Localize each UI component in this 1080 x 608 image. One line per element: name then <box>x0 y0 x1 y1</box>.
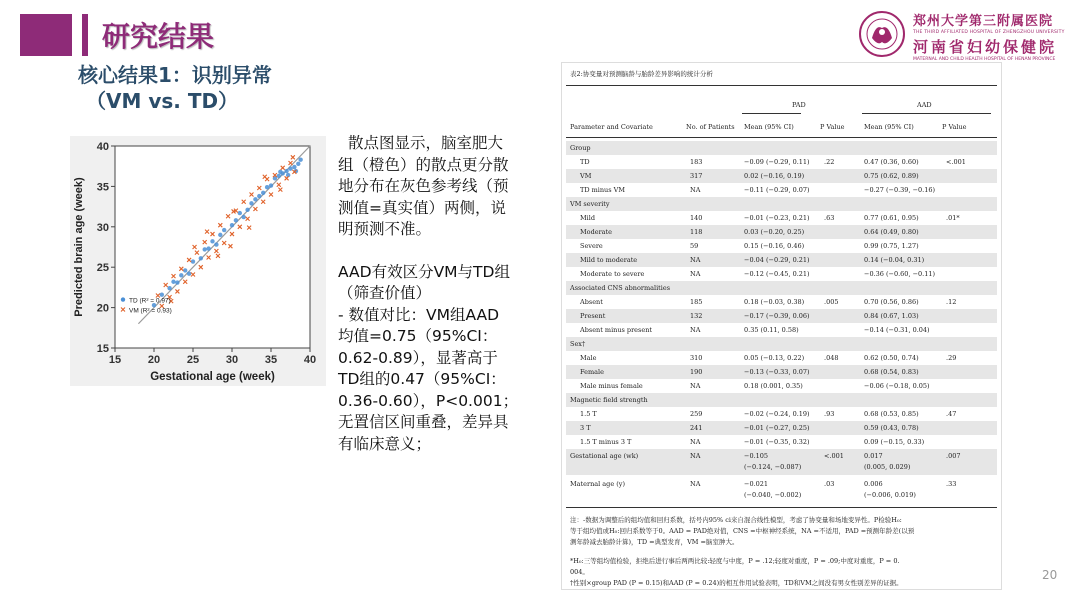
table-cell: −0.27 (−0.39, −0.16) <box>864 186 936 194</box>
col-p-pad: P Value <box>820 123 845 131</box>
table-cell: Group <box>570 144 591 152</box>
y-tick-label: 35 <box>96 181 109 194</box>
table-cell: −0.021 <box>744 480 769 488</box>
group-header-pad: PAD <box>792 101 806 109</box>
scatter-chart-panel <box>70 136 326 386</box>
table-cell: −0.01 (−0.35, 0.32) <box>744 438 810 446</box>
td-point <box>187 271 191 275</box>
table-cell: .03 <box>824 480 835 488</box>
td-point <box>253 197 257 201</box>
header-accent-line <box>82 14 88 56</box>
table-cell: 59 <box>690 242 699 250</box>
table-note: 004。 <box>570 568 589 576</box>
table-cell: 0.62 (0.50, 0.74) <box>864 354 919 362</box>
text-line: 0.62-0.89），显著高于 <box>338 348 498 367</box>
table-cell: 0.35 (0.11, 0.58) <box>744 326 799 334</box>
table-cell: Severe <box>580 242 603 250</box>
table-cell: Maternal age (y) <box>570 480 625 488</box>
table-cell: 118 <box>690 228 703 236</box>
x-tick-label: 25 <box>186 354 200 366</box>
table-cell: −0.02 (−0.24, 0.19) <box>744 410 810 418</box>
x-tick-label: 20 <box>147 354 161 366</box>
table-cell: NA <box>690 452 701 460</box>
table-cell: .33 <box>946 480 957 488</box>
td-point <box>277 174 281 178</box>
table-cell: Moderate to severe <box>580 270 645 278</box>
logo-en-name: THE THIRD AFFILIATED HOSPITAL OF ZHENGZHOU UNIVERSITY <box>913 30 1065 35</box>
table-cell: −0.12 (−0.45, 0.21) <box>744 270 810 278</box>
table-cell: 132 <box>690 312 703 320</box>
table-cell: Sex† <box>570 340 586 348</box>
table-row <box>566 309 997 323</box>
td-point <box>199 256 203 260</box>
table-cell: Female <box>580 368 604 376</box>
table-cell: .048 <box>824 354 839 362</box>
table-cell: 0.18 (0.001, 0.35) <box>744 382 803 390</box>
table-cell: Associated CNS abnormalities <box>570 284 671 292</box>
aad-rule <box>862 113 991 114</box>
table-cell: 140 <box>690 214 703 222</box>
td-point <box>288 166 292 170</box>
table-row <box>566 281 997 295</box>
table-bottom-rule <box>566 507 997 508</box>
table-cell: Mild to moderate <box>580 256 638 264</box>
group-header-aad: AAD <box>917 101 932 109</box>
text-line: - 数值对比：VM组AAD <box>338 305 500 324</box>
table-cell: <.001 <box>946 158 966 166</box>
y-tick-label: 25 <box>96 262 109 275</box>
paragraph-gap <box>338 241 546 262</box>
section-subtitle <box>78 62 272 114</box>
table-cell: 1.5 T minus 3 T <box>580 438 632 446</box>
table-cell: 185 <box>690 298 703 306</box>
td-point <box>265 185 269 189</box>
text-line: TD组的0.47（95%CI： <box>338 370 506 388</box>
table-row <box>566 449 997 475</box>
table-cell: 259 <box>690 410 703 418</box>
td-point <box>210 239 214 243</box>
x-tick-label: 40 <box>303 354 317 366</box>
table-cell: NA <box>690 438 701 446</box>
header-bottom-rule <box>566 137 997 138</box>
text-line: 明预测不准。 <box>338 220 432 238</box>
table-row <box>566 323 997 337</box>
logo-cn-name-2: 河南省妇幼保健院 <box>913 38 1058 56</box>
x-tick-label: 35 <box>264 354 278 366</box>
td-point <box>298 158 302 162</box>
table-cell: NA <box>690 382 701 390</box>
table-cell: 3 T <box>580 424 591 432</box>
td-point <box>171 280 175 284</box>
table-row <box>566 337 997 351</box>
header-accent-block <box>20 14 72 56</box>
table-row <box>566 393 997 407</box>
logo-cn-name: 郑州大学第三附属医院 <box>913 14 1054 29</box>
table-row <box>566 225 997 239</box>
table-cell: TD minus VM <box>580 186 625 194</box>
table-cell: .007 <box>946 452 961 460</box>
hospital-emblem-icon <box>858 10 906 58</box>
table-cell: (−0.006, 0.019) <box>864 491 916 499</box>
table-cell: 0.02 (−0.16, 0.19) <box>744 172 805 180</box>
table-cell: (0.005, 0.029) <box>864 463 911 471</box>
table-top-rule <box>566 85 997 86</box>
td-point <box>214 242 218 246</box>
table-note: 注：-数据为调整后的组均值和回归系数，括号内95% ci来自混合线性模型，考虑了协变量和场地变异性。P检验H₀: <box>570 516 902 524</box>
table-row <box>566 379 997 393</box>
table-cell: NA <box>690 186 701 194</box>
td-point <box>249 201 253 205</box>
table-row <box>566 141 997 155</box>
x-tick-label: 15 <box>108 354 122 366</box>
table-row <box>566 239 997 253</box>
explanation-text <box>338 133 546 455</box>
subtitle-line-2: （VM vs. TD） <box>86 89 239 113</box>
y-tick-label: 30 <box>96 221 109 234</box>
x-axis-label: Gestational age (week) <box>150 371 275 383</box>
table-row <box>566 211 997 225</box>
text-line: 均值=0.75（95%CI： <box>338 327 498 345</box>
td-point <box>179 273 183 277</box>
table-cell: Gestational age (wk) <box>570 452 639 460</box>
td-point <box>175 280 179 284</box>
table-cell: Male <box>580 354 597 362</box>
table-cell: .47 <box>946 410 957 418</box>
table-cell: .01* <box>946 214 960 222</box>
table-cell: −0.14 (−0.31, 0.04) <box>864 326 930 334</box>
td-point <box>261 191 265 195</box>
col-mean-pad: Mean (95% CI) <box>744 123 794 131</box>
table-cell: TD <box>580 158 590 166</box>
table-cell: −0.105 <box>744 452 769 460</box>
td-point <box>238 211 242 215</box>
table-cell: 0.03 (−0.20, 0.25) <box>744 228 805 236</box>
y-tick-label: 40 <box>96 141 109 153</box>
td-point <box>218 233 222 237</box>
td-point <box>167 286 171 290</box>
table-row <box>566 421 997 435</box>
table-cell: 0.14 (−0.04, 0.31) <box>864 256 925 264</box>
table-cell: VM severity <box>570 200 610 208</box>
table-cell: Magnetic field strength <box>570 396 648 404</box>
text-line: 组（橙色）的散点更分散 <box>338 155 509 174</box>
table-cell: NA <box>690 480 701 488</box>
table-cell: Mild <box>580 214 595 222</box>
table-cell: Absent <box>580 298 603 306</box>
text-line: 测值=真实值）两侧，说 <box>338 198 506 217</box>
col-p-aad: P Value <box>942 123 967 131</box>
table-cell: 0.15 (−0.16, 0.46) <box>744 242 805 250</box>
y-tick-label: 15 <box>96 343 109 355</box>
table-note: 等于组均值或H₀:回归系数等于0。AAD = PAD绝对值，CNS =中枢神经系统，NA =不适用，PAD =预测年龄差(以预 <box>570 527 915 535</box>
table-cell: .93 <box>824 410 835 418</box>
table-cell: .22 <box>824 158 835 166</box>
col-param: Parameter and Covariate <box>570 123 653 131</box>
table-cell: 183 <box>690 158 703 166</box>
legend-vm-label: VM (R² = 0.93) <box>129 307 172 315</box>
td-point <box>206 246 210 250</box>
table-cell: 0.18 (−0.03, 0.38) <box>744 298 805 306</box>
table-note: †性别×group PAD (P = 0.15)和AAD (P = 0.24)的相互作用试验表明，TD和VM之间没有男女性别差异的证据。 <box>570 579 903 587</box>
logo-en-name-2: MATERNAL AND CHILD HEALTH HOSPITAL OF HENAN PROVINCE <box>913 57 1056 62</box>
table-cell: 317 <box>690 172 703 180</box>
table-row <box>566 477 997 503</box>
td-point <box>296 162 300 166</box>
table-cell: 0.99 (0.75, 1.27) <box>864 242 919 250</box>
td-point <box>234 218 238 222</box>
text-line: 无置信区间重叠，差异具 <box>338 413 509 431</box>
table-cell: Present <box>580 312 606 320</box>
td-point <box>269 183 273 187</box>
table-row <box>566 435 997 449</box>
table-cell: (−0.040, −0.002) <box>744 491 802 499</box>
table-cell: NA <box>690 270 701 278</box>
table-cell: 190 <box>690 368 703 376</box>
table-cell: 0.77 (0.61, 0.95) <box>864 214 919 222</box>
table-cell: 0.09 (−0.15, 0.33) <box>864 438 925 446</box>
table-row <box>566 183 997 197</box>
table-note: 测年龄减去胎龄计算)，TD =典型发育，VM =脑室肿大。 <box>570 538 739 546</box>
table-cell: .29 <box>946 354 957 362</box>
table-cell: 0.70 (0.56, 0.86) <box>864 298 919 306</box>
table-cell: .005 <box>824 298 839 306</box>
table-cell: 241 <box>690 424 703 432</box>
text-line: 0.36-0.60），P<0.001； <box>338 391 519 410</box>
table-cell: <.001 <box>824 452 844 460</box>
table-cell: 0.05 (−0.13, 0.22) <box>744 354 805 362</box>
table-cell: −0.01 (−0.27, 0.25) <box>744 424 810 432</box>
td-point <box>284 169 288 173</box>
table-cell: −0.11 (−0.29, 0.07) <box>744 186 810 194</box>
legend-td-label: TD (R² = 0.97) <box>129 297 171 305</box>
td-point <box>222 228 226 232</box>
table-cell: −0.36 (−0.60, −0.11) <box>864 270 936 278</box>
statistics-table <box>561 62 1002 590</box>
table-cell: .63 <box>824 214 835 222</box>
table-cell: (−0.124, −0.087) <box>744 463 802 471</box>
table-note: *H₀:三等组均值检验，拒绝后进行事后两两比较:轻度与中度，P = .12;轻度对重度，P = .09;中度对重度，P = 0. <box>570 557 900 565</box>
table-row <box>566 267 997 281</box>
subtitle-line-1: 核心结果1：识别异常 <box>78 63 272 87</box>
pad-rule <box>742 113 801 114</box>
hospital-logo <box>858 10 1068 62</box>
text-line: 散点图显示，脑室肥大 <box>348 134 504 152</box>
table-cell: Moderate <box>580 228 613 236</box>
table-cell: −0.01 (−0.23, 0.21) <box>744 214 810 222</box>
legend-td-marker <box>121 297 125 301</box>
table-row <box>566 295 997 309</box>
table-cell: 1.5 T <box>580 410 597 418</box>
text-line: AAD有效区分VM与TD组 <box>338 262 510 281</box>
td-point <box>203 247 207 251</box>
table-cell: 0.68 (0.54, 0.83) <box>864 368 919 376</box>
td-point <box>230 223 234 227</box>
table-cell: −0.13 (−0.33, 0.07) <box>744 368 810 376</box>
table-cell: NA <box>690 256 701 264</box>
td-point <box>278 170 282 174</box>
table-cell: 0.64 (0.49, 0.80) <box>864 228 919 236</box>
td-point <box>245 208 249 212</box>
table-cell: −0.06 (−0.18, 0.05) <box>864 382 930 390</box>
table-cell: 0.84 (0.67, 1.03) <box>864 312 919 320</box>
page-number: 20 <box>1042 568 1058 582</box>
logo-text <box>913 10 1065 62</box>
y-tick-label: 20 <box>96 302 109 315</box>
table-cell: .12 <box>946 298 957 306</box>
table-cell: 310 <box>690 354 703 362</box>
td-point <box>257 194 261 198</box>
table-row <box>566 155 997 169</box>
slide-title: 研究结果 <box>102 20 215 53</box>
y-axis-label: Predicted brain age (week) <box>73 177 85 317</box>
td-point <box>160 292 164 296</box>
table-cell: −0.04 (−0.29, 0.21) <box>744 256 810 264</box>
table-cell: 0.75 (0.62, 0.89) <box>864 172 919 180</box>
table-row <box>566 253 997 267</box>
col-mean-aad: Mean (95% CI) <box>864 123 914 131</box>
text-line: （筛查价值） <box>338 284 432 302</box>
td-point <box>292 165 296 169</box>
table-row <box>566 365 997 379</box>
table-row <box>566 351 997 365</box>
text-line: 地分布在灰色参考线（预 <box>338 177 509 195</box>
table-cell: 0.59 (0.43, 0.78) <box>864 424 919 432</box>
table-row <box>566 169 997 183</box>
table-row <box>566 407 997 421</box>
table-title: 表2:协变量对预测脑龄与胎龄差异影响的统计分析 <box>570 70 713 78</box>
col-n: No. of Patients <box>686 123 735 131</box>
scatter-chart <box>70 136 326 386</box>
text-line: 有临床意义； <box>338 434 432 453</box>
table-cell: 0.68 (0.53, 0.85) <box>864 410 919 418</box>
table-cell: −0.17 (−0.39, 0.06) <box>744 312 810 320</box>
table-cell: 0.006 <box>864 480 883 488</box>
x-tick-label: 30 <box>225 354 239 366</box>
table-cell: NA <box>690 326 701 334</box>
table-cell: −0.09 (−0.29, 0.11) <box>744 158 810 166</box>
table-cell: Absent minus present <box>580 326 653 334</box>
table-cell: 0.017 <box>864 452 883 460</box>
table-cell: 0.47 (0.36, 0.60) <box>864 158 919 166</box>
table-cell: VM <box>580 172 592 180</box>
table-row <box>566 197 997 211</box>
table-cell: Male minus female <box>580 382 643 390</box>
